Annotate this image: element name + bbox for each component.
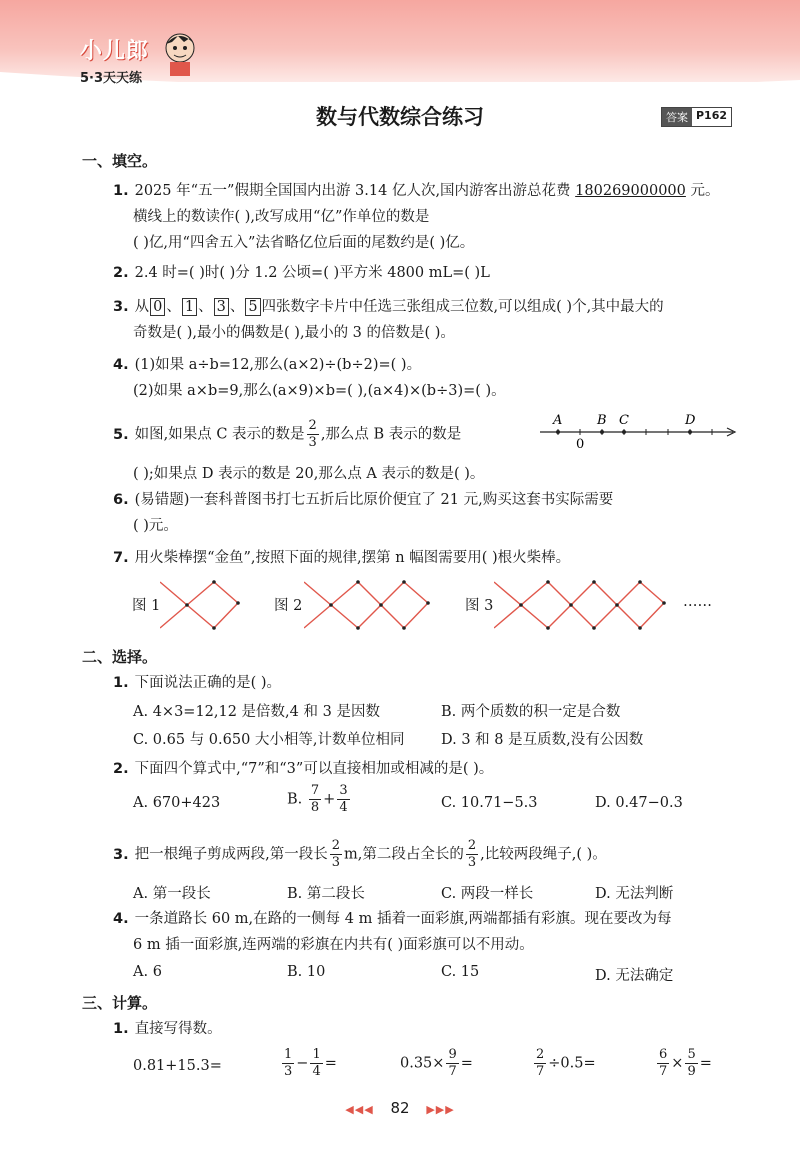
q6-line1: (易错题)一套科普图书打七五折后比原价便宜了 21 元,购买这套书实际需要 xyxy=(134,492,614,508)
calc-expr-2: $\frac{1}{3}$ − $\frac{1}{4}$ = xyxy=(284,1047,337,1079)
c2-stem: 下面四个算式中,“7”和“3”可以直接相加或相减的是( )。 xyxy=(134,761,494,777)
fraction: $\frac{7}{8}$ xyxy=(310,783,320,815)
question-1 xyxy=(113,178,743,256)
figure-2-label: 图 2 xyxy=(274,598,303,614)
answer-page: P162 xyxy=(696,109,728,122)
question-number: 4. xyxy=(113,357,129,373)
choice-1 xyxy=(113,670,743,696)
q1-line1-end: 元。 xyxy=(685,183,720,199)
fraction: $\frac{3}{4}$ xyxy=(339,783,348,815)
c3-option-a: A. 第一段长 xyxy=(133,886,211,902)
fraction: $\frac{2}{3}$ xyxy=(308,418,317,450)
q4-line1: (1)如果 a÷b=12,那么(a×2)÷(b÷2)=( )。 xyxy=(134,357,422,373)
q2-text: 2.4 时=( )时( )分 1.2 公顷=( )平方米 4800 mL=( )L xyxy=(134,265,490,281)
question-number: 3. xyxy=(113,299,129,315)
digit-card: 5 xyxy=(245,298,260,316)
q1-line2: 横线上的数读作( ),改写成用“亿”作单位的数是 xyxy=(133,209,430,225)
c4-option-b: B. 10 xyxy=(287,964,326,980)
q1-underlined-number: 180269000000 xyxy=(575,183,686,199)
label-c: C xyxy=(619,413,629,428)
page-title: 数与代数综合练习 xyxy=(316,105,484,129)
c3-option-d: D. 无法判断 xyxy=(595,886,674,902)
fraction: $\frac{2}{3}$ xyxy=(467,838,477,870)
brand-series: 5·3天天练 xyxy=(80,71,143,86)
question-number: 3. xyxy=(113,846,129,863)
question-7 xyxy=(113,545,743,571)
c4-option-d: D. 无法确定 xyxy=(595,968,674,984)
c4-line2: 6 m 插一面彩旗,连两端的彩旗在内共有( )面彩旗可以不用动。 xyxy=(133,937,534,953)
c2-option-b: B. $\frac{7}{8}$ + $\frac{3}{4}$ xyxy=(287,783,348,815)
c1-option-d: D. 3 和 8 是互质数,没有公因数 xyxy=(441,732,644,748)
question-number: 5. xyxy=(113,426,129,443)
c4-option-a: A. 6 xyxy=(133,964,162,980)
section-fill-in: 一、填空。 xyxy=(82,152,158,170)
number-line xyxy=(535,410,740,452)
question-3: 3. 从 0 、 1 、 3 、 5 四张数字卡片中任选三张组成三位数,可以组成( )个,其中最大的 奇数是( ),最小的偶数是( ),最小的 3 的倍数是( )。 xyxy=(113,294,743,346)
calc-expr-3: 0.35× $\frac{9}{7}$ = xyxy=(400,1047,473,1079)
label-zero: 0 xyxy=(576,437,585,452)
question-number: 1. xyxy=(113,1021,129,1037)
question-number: 6. xyxy=(113,492,129,508)
q7-text: 用火柴棒摆“金鱼”,按照下面的规律,摆第 n 幅图需要用( )根火柴棒。 xyxy=(134,550,571,566)
c1-option-a: A. 4×3=12,12 是倍数,4 和 3 是因数 xyxy=(133,704,380,720)
q6-line2: ( )元。 xyxy=(133,518,178,534)
question-number: 1. xyxy=(113,675,129,691)
question-number: 2. xyxy=(113,265,129,281)
q3-line2: 奇数是( ),最小的偶数是( ),最小的 3 的倍数是( )。 xyxy=(133,325,455,341)
c2-option-d: D. 0.47−0.3 xyxy=(595,795,683,811)
figure-3-matches xyxy=(494,578,670,632)
brand-logo xyxy=(80,34,149,86)
answer-tag xyxy=(661,107,732,127)
q4-line2: (2)如果 a×b=9,那么(a×9)×b=( ),(a×4)×(b÷3)=( )。 xyxy=(133,383,506,399)
label-d: D xyxy=(685,413,696,428)
question-number: 1. xyxy=(113,183,129,199)
c1-stem: 下面说法正确的是( )。 xyxy=(134,675,282,691)
figure-ellipsis: …… xyxy=(683,594,712,610)
c2-option-c: C. 10.71−5.3 xyxy=(441,795,538,811)
calc-stem: 直接写得数。 xyxy=(134,1021,222,1037)
fraction: $\frac{2}{3}$ xyxy=(331,838,340,870)
figure-1-matches xyxy=(160,578,242,632)
c1-option-b: B. 两个质数的积一定是合数 xyxy=(441,704,621,720)
question-2 xyxy=(113,260,743,286)
q5-line2: ( );如果点 D 表示的数是 20,那么点 A 表示的数是( )。 xyxy=(133,466,485,482)
q1-line1: 2025 年“五一”假期全国国内出游 3.14 亿人次,国内游客出游总花费 xyxy=(134,183,576,199)
c3-option-b: B. 第二段长 xyxy=(287,886,365,902)
question-number: 2. xyxy=(113,761,129,777)
label-b: B xyxy=(597,413,607,428)
brand-name: 小儿郎 xyxy=(80,39,150,64)
c4-line1: 一条道路长 60 m,在路的一侧每 4 m 插着一面彩旗,两端都插有彩旗。现在要改为每 xyxy=(134,911,672,927)
question-6 xyxy=(113,487,743,539)
digit-card: 3 xyxy=(214,298,229,316)
q5-post: ,那么点 B 表示的数是 xyxy=(320,426,462,443)
q1-line3: ( )亿,用“四舍五入”法省略亿位后面的尾数约是( )亿。 xyxy=(133,235,475,251)
digit-card: 1 xyxy=(182,298,197,316)
figure-1-label: 图 1 xyxy=(132,598,161,614)
choice-3: 3. 把一根绳子剪成两段,第一段长 $\frac{2}{3}$ m,第二段占全长的 $\frac{2}{3}$ ,比较两段绳子,( )。 xyxy=(113,838,607,870)
point-a xyxy=(556,430,560,434)
c1-option-c: C. 0.65 与 0.650 大小相等,计数单位相同 xyxy=(133,732,405,748)
mascot-icon xyxy=(160,28,200,78)
page-number xyxy=(0,1099,800,1117)
calc-1 xyxy=(113,1016,743,1042)
q3-pre: 从 xyxy=(134,299,150,315)
figure-3-label: 图 3 xyxy=(465,598,494,614)
choice-2 xyxy=(113,756,743,782)
calc-expr-4: $\frac{2}{7}$ ÷0.5= xyxy=(536,1047,596,1079)
digit-card: 0 xyxy=(150,298,165,316)
point-d xyxy=(688,430,692,434)
prev-arrows-icon: ◀◀◀ xyxy=(345,1103,374,1116)
figure-2-matches xyxy=(304,578,432,632)
section-calculation: 三、计算。 xyxy=(82,994,158,1012)
c3-option-c: C. 两段一样长 xyxy=(441,886,534,902)
calc-expr-1: 0.81+15.3= xyxy=(133,1058,222,1074)
next-arrows-icon: ▶▶▶ xyxy=(426,1103,455,1116)
q3-post: 四张数字卡片中任选三张组成三位数,可以组成( )个,其中最大的 xyxy=(261,299,664,315)
section-choice: 二、选择。 xyxy=(82,648,158,666)
answer-label: 答案 xyxy=(662,108,692,126)
choice-4 xyxy=(113,906,743,958)
calc-expr-5: $\frac{6}{7}$ × $\frac{5}{9}$ = xyxy=(659,1047,712,1079)
question-4 xyxy=(113,352,743,404)
c4-option-c: C. 15 xyxy=(441,964,480,980)
point-c xyxy=(622,430,626,434)
point-b xyxy=(600,430,604,434)
question-number: 4. xyxy=(113,911,129,927)
question-number: 7. xyxy=(113,550,129,566)
c2-option-a: A. 670+423 xyxy=(133,795,221,811)
label-a: A xyxy=(553,413,563,428)
q5-pre: 如图,如果点 C 表示的数是 xyxy=(134,426,305,443)
page-number-value: 82 xyxy=(390,1099,410,1117)
